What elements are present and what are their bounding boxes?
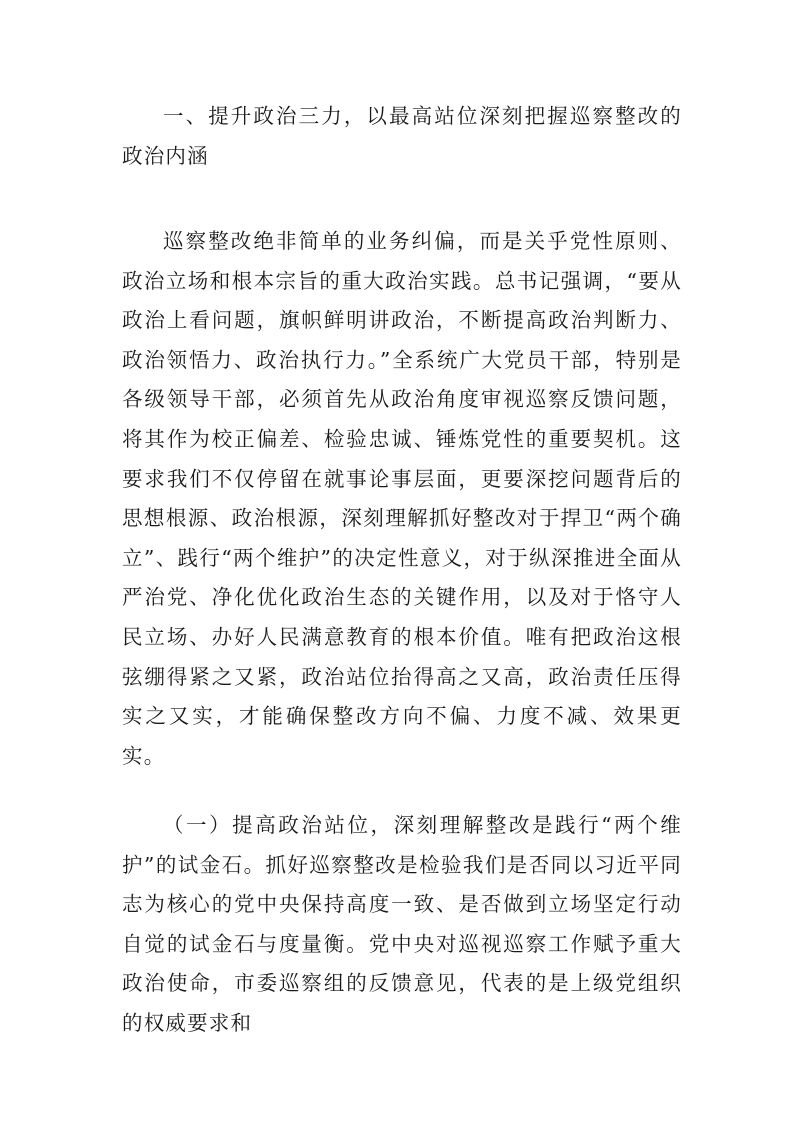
body-paragraph-1: 巡察整改绝非简单的业务纠偏，而是关乎党性原则、政治立场和根本宗旨的重大政治实践。总书记强调，“要从政治上看问题，旗帜鲜明讲政治，不断提高政治判断力、政治领悟力、政治执行力。”全系统广大党员干部，特别是各级领导干部，必须首先从政治角度审视巡察反馈问题，将其作为校正偏差、检验忠诚、锤炼党性的重要契机。这要求我们不仅停留在就事论事层面，更要深挖问题背后的思想根源、政治根源，深刻理解抓好整改对于捍卫“两个确立”、践行“两个维护”的决定性意义，对于纵深推进全面从严治党、净化优化政治生态的关键作用，以及对于恪守人民立场、办好人民满意教育的根本价值。唯有把政治这根弦绷得紧之又紧，政治站位抬得高之又高，政治责任压得实之又实，才能确保整改方向不偏、力度不减、效果更实。 [122,229,682,768]
section-heading: 一、提升政治三力，以最高站位深刻把握巡察整改的政治内涵 [122,104,682,168]
body-paragraph-2: （一）提高政治站位，深刻理解整改是践行“两个维护”的试金石。抓好巡察整改是检验我们是否同以习近平同志为核心的党中央保持高度一致、是否做到立场坚定行动自觉的试金石与度量衡。党中央对巡视巡察工作赋予重大政治使命，市委巡察组的反馈意见，代表的是上级党组织的权威要求和 [122,813,682,1035]
